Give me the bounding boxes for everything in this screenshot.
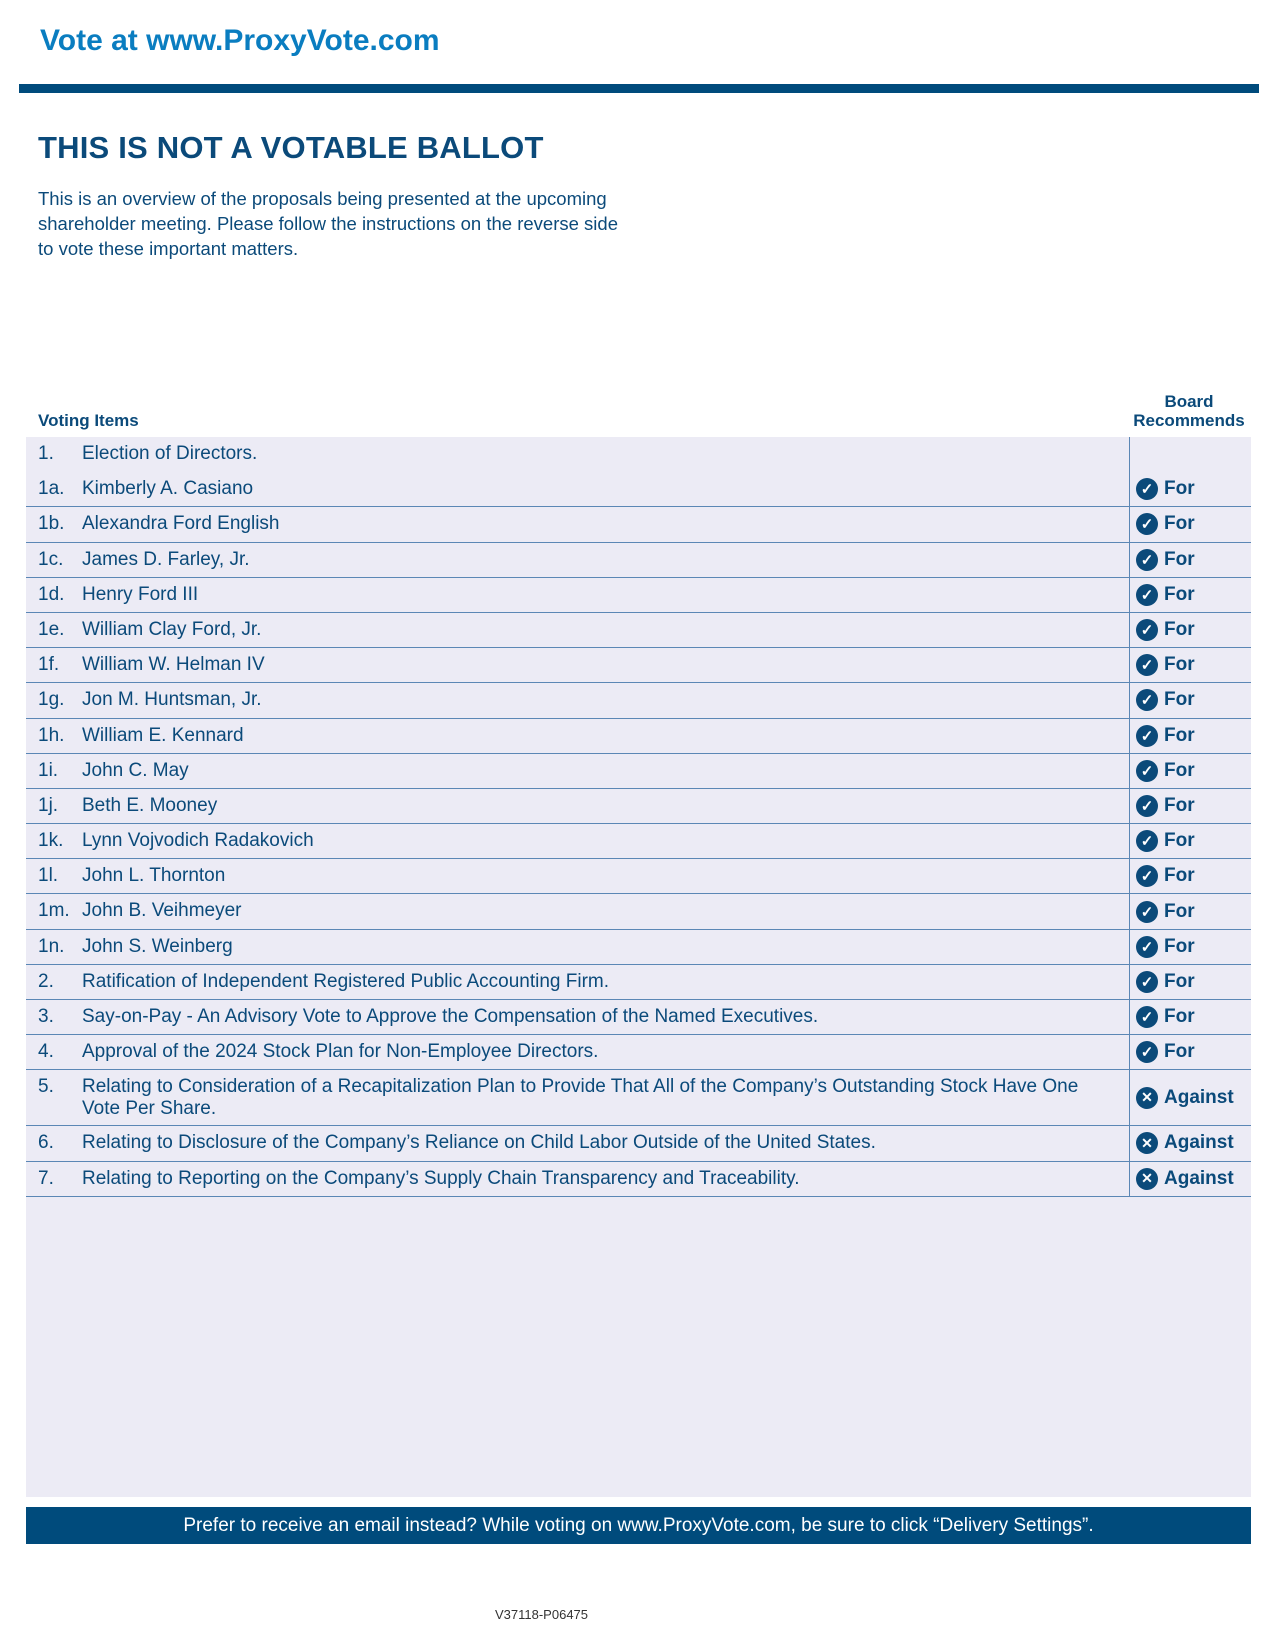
board-recommendation bbox=[1129, 965, 1251, 999]
board-recommendation bbox=[1129, 578, 1251, 612]
item-number: 4. bbox=[38, 1041, 54, 1063]
table-row bbox=[26, 859, 1251, 894]
item-text: Jon M. Huntsman, Jr. bbox=[82, 689, 262, 711]
vote-link[interactable]: Vote at www.ProxyVote.com bbox=[40, 24, 440, 57]
item-text: John B. Veihmeyer bbox=[82, 900, 242, 922]
item-text: Henry Ford III bbox=[82, 583, 199, 605]
check-circle-icon: ✓ bbox=[1136, 901, 1158, 923]
board-recommendation bbox=[1129, 1162, 1251, 1196]
table-row bbox=[26, 507, 1251, 542]
recommendation-label: For bbox=[1164, 900, 1195, 922]
check-circle-icon: ✓ bbox=[1136, 689, 1158, 711]
item-text: Beth E. Mooney bbox=[82, 794, 218, 816]
item-text: Relating to Disclosure of the Company’s Reliance on Child Labor Outside of the United States. bbox=[82, 1132, 876, 1154]
document-code: V37118-P06475 bbox=[495, 1607, 589, 1622]
item-text: John C. May bbox=[82, 759, 189, 781]
table-row bbox=[26, 930, 1251, 965]
board-recommendation bbox=[1129, 754, 1251, 788]
table-row bbox=[26, 1070, 1251, 1126]
table-row bbox=[26, 578, 1251, 613]
board-recommendation bbox=[1129, 789, 1251, 823]
recommendation-label: For bbox=[1164, 619, 1195, 641]
check-circle-icon: ✓ bbox=[1136, 478, 1158, 500]
item-text: Say-on-Pay - An Advisory Vote to Approve the Compensation of the Named Executives. bbox=[82, 1006, 819, 1027]
item-number: 6. bbox=[38, 1132, 54, 1154]
board-recommendation bbox=[1129, 507, 1251, 541]
item-text: Relating to Reporting on the Company’s Supply Chain Transparency and Traceability. bbox=[82, 1167, 800, 1189]
check-circle-icon: ✓ bbox=[1136, 513, 1158, 535]
board-recommendation bbox=[1129, 1126, 1251, 1160]
item-text: Election of Directors. bbox=[82, 443, 258, 464]
item-number: 1a. bbox=[38, 478, 65, 500]
recommendation-label: For bbox=[1164, 724, 1195, 746]
item-number: 1e. bbox=[38, 618, 65, 640]
board-recommendation bbox=[1129, 543, 1251, 577]
recommendation-label: For bbox=[1164, 548, 1195, 570]
item-number: 1h. bbox=[38, 724, 65, 746]
table-row bbox=[26, 648, 1251, 683]
item-number: 1k. bbox=[38, 830, 64, 852]
board-recommendation bbox=[1129, 683, 1251, 717]
board-recommendation bbox=[1129, 719, 1251, 753]
check-circle-icon: ✓ bbox=[1136, 971, 1158, 993]
recommendation-label: For bbox=[1164, 970, 1195, 992]
recommendation-label: Against bbox=[1164, 1132, 1234, 1154]
item-number: 1d. bbox=[38, 583, 65, 605]
footer-banner: Prefer to receive an email instead? While voting on www.ProxyVote.com, be sure to click “Delivery Settings”. bbox=[26, 1507, 1251, 1544]
table-row bbox=[26, 1126, 1251, 1161]
item-number: 1c. bbox=[38, 548, 64, 570]
table-row bbox=[26, 683, 1251, 718]
board-recommendation bbox=[1129, 1035, 1251, 1069]
board-recommendation bbox=[1129, 859, 1251, 893]
table-row bbox=[26, 824, 1251, 859]
table-row bbox=[26, 1035, 1251, 1070]
check-circle-icon: ✓ bbox=[1136, 1041, 1158, 1063]
table-row bbox=[26, 543, 1251, 578]
check-circle-icon: ✓ bbox=[1136, 654, 1158, 676]
item-text: William Clay Ford, Jr. bbox=[82, 618, 262, 640]
check-circle-icon: ✓ bbox=[1136, 549, 1158, 571]
item-text: Approval of the 2024 Stock Plan for Non-Employee Directors. bbox=[82, 1041, 599, 1063]
board-recommendation bbox=[1129, 824, 1251, 858]
item-text: Relating to Consideration of a Recapitalization Plan to Provide That All of the Company’s Outstanding Stock Have One Vote Per Share. bbox=[82, 1076, 1079, 1120]
check-circle-icon: ✓ bbox=[1136, 760, 1158, 782]
item-number: 1m. bbox=[38, 900, 70, 922]
recommendation-label: For bbox=[1164, 1006, 1195, 1028]
table-row bbox=[26, 754, 1251, 789]
x-circle-icon: ✕ bbox=[1136, 1168, 1158, 1190]
table-row bbox=[26, 437, 1251, 472]
item-number: 3. bbox=[38, 1006, 54, 1027]
item-number: 1l. bbox=[38, 865, 59, 887]
board-recommendation bbox=[1129, 613, 1251, 647]
item-text: James D. Farley, Jr. bbox=[82, 548, 250, 570]
item-text: William E. Kennard bbox=[82, 724, 244, 746]
check-circle-icon: ✓ bbox=[1136, 584, 1158, 606]
item-number: 1j. bbox=[38, 794, 59, 816]
check-circle-icon: ✓ bbox=[1136, 725, 1158, 747]
recommendation-label: For bbox=[1164, 513, 1195, 535]
header-rule bbox=[19, 84, 1259, 93]
item-text: Alexandra Ford English bbox=[82, 513, 280, 535]
table-row bbox=[26, 789, 1251, 824]
check-circle-icon: ✓ bbox=[1136, 936, 1158, 958]
column-header-board-recommends: Board Recommends bbox=[1133, 392, 1245, 430]
board-recommendation bbox=[1129, 648, 1251, 682]
item-text: Ratification of Independent Registered Public Accounting Firm. bbox=[82, 970, 610, 992]
item-number: 1. bbox=[38, 443, 54, 464]
table-row bbox=[26, 965, 1251, 1000]
recommendation-label: For bbox=[1164, 865, 1195, 887]
recommendation-label: For bbox=[1164, 830, 1195, 852]
recommendation-label: For bbox=[1164, 935, 1195, 957]
item-number: 7. bbox=[38, 1167, 54, 1189]
item-number: 1f. bbox=[38, 654, 60, 676]
item-text: Lynn Vojvodich Radakovich bbox=[82, 830, 314, 852]
recommendation-label: For bbox=[1164, 689, 1195, 711]
item-text: John S. Weinberg bbox=[82, 935, 233, 957]
recommendation-label: For bbox=[1164, 654, 1195, 676]
table-row bbox=[26, 894, 1251, 929]
table-row bbox=[26, 1162, 1251, 1197]
recommendation-label: For bbox=[1164, 1041, 1195, 1063]
item-number: 1i. bbox=[38, 759, 59, 781]
board-recommendation bbox=[1129, 437, 1251, 472]
recommendation-label: Against bbox=[1164, 1086, 1234, 1108]
item-text: Kimberly A. Casiano bbox=[82, 478, 254, 500]
recommendation-label: For bbox=[1164, 794, 1195, 816]
column-header-voting-items: Voting Items bbox=[38, 411, 139, 430]
table-row bbox=[26, 1000, 1251, 1035]
x-circle-icon: ✕ bbox=[1136, 1087, 1158, 1109]
table-row bbox=[26, 719, 1251, 754]
board-recommendation bbox=[1129, 930, 1251, 964]
check-circle-icon: ✓ bbox=[1136, 830, 1158, 852]
item-number: 1b. bbox=[38, 513, 65, 535]
x-circle-icon: ✕ bbox=[1136, 1132, 1158, 1154]
check-circle-icon: ✓ bbox=[1136, 1006, 1158, 1028]
board-recommendation bbox=[1129, 472, 1251, 506]
recommendation-label: For bbox=[1164, 759, 1195, 781]
table-row bbox=[26, 613, 1251, 648]
check-circle-icon: ✓ bbox=[1136, 865, 1158, 887]
item-number: 1n. bbox=[38, 935, 65, 957]
intro-text: This is an overview of the proposals being presented at the upcoming shareholder meeting. Please follow the instructions on the reverse side to vote these important matters. bbox=[38, 188, 618, 259]
check-circle-icon: ✓ bbox=[1136, 619, 1158, 641]
board-recommendation bbox=[1129, 1070, 1251, 1125]
item-number: 5. bbox=[38, 1076, 54, 1098]
check-circle-icon: ✓ bbox=[1136, 795, 1158, 817]
recommendation-label: For bbox=[1164, 478, 1195, 500]
recommendation-label: Against bbox=[1164, 1167, 1234, 1189]
item-number: 1g. bbox=[38, 689, 65, 711]
recommendation-label: For bbox=[1164, 583, 1195, 605]
voting-items-table bbox=[26, 437, 1251, 1497]
page-title: THIS IS NOT A VOTABLE BALLOT bbox=[38, 130, 544, 165]
item-text: John L. Thornton bbox=[82, 865, 226, 887]
item-text: William W. Helman IV bbox=[82, 654, 265, 676]
board-recommendation bbox=[1129, 894, 1251, 928]
table-row bbox=[26, 472, 1251, 507]
item-number: 2. bbox=[38, 970, 54, 992]
board-recommendation bbox=[1129, 1000, 1251, 1034]
